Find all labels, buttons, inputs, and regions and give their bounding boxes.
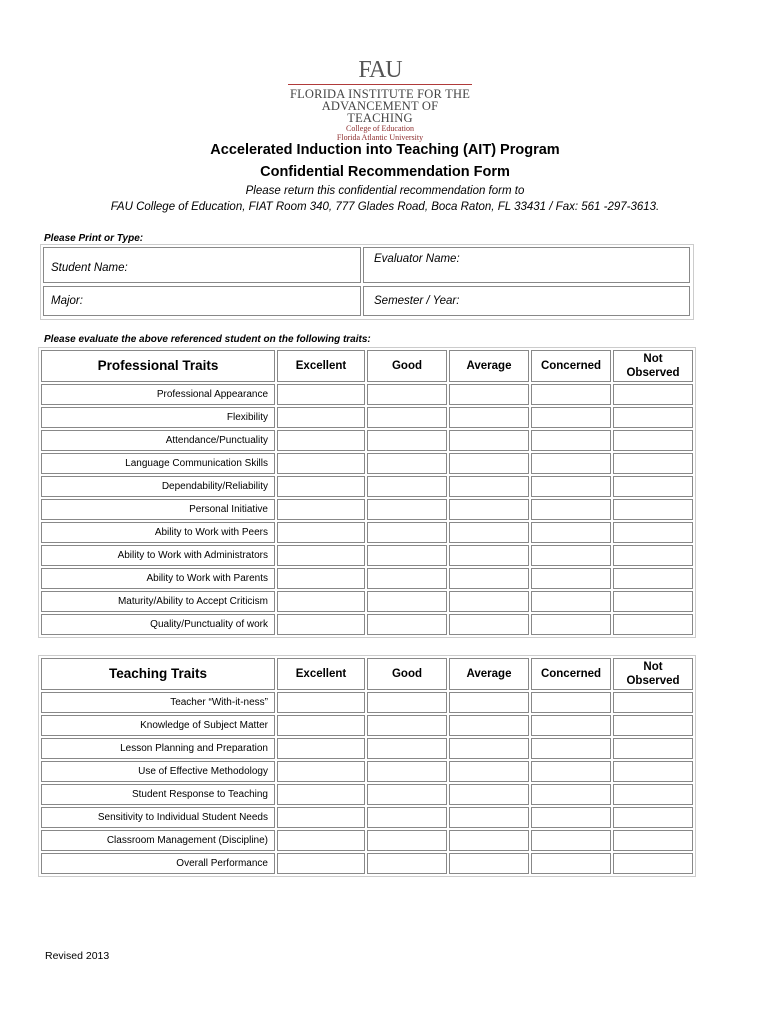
rating-cell-good[interactable]: [367, 453, 447, 474]
rating-cell-not-observed[interactable]: [613, 761, 693, 782]
table-row: [41, 784, 693, 805]
table-row: [41, 545, 693, 566]
trait-label: Sensitivity to Individual Student Needs: [41, 807, 275, 828]
rating-cell-good[interactable]: [367, 830, 447, 851]
col-not-label: Not: [643, 353, 663, 365]
print-or-type-hint: Please Print or Type:: [44, 233, 144, 244]
rating-cell-good[interactable]: [367, 522, 447, 543]
evaluate-hint: Please evaluate the above referenced student on the following traits:: [44, 334, 371, 345]
trait-label: Professional Appearance: [41, 384, 275, 405]
rating-cell-excellent[interactable]: [277, 761, 365, 782]
table-row: [41, 692, 693, 713]
rating-cell-not-observed[interactable]: [613, 853, 693, 874]
rating-cell-good[interactable]: [367, 614, 447, 635]
rating-cell-excellent[interactable]: [277, 591, 365, 612]
rating-cell-excellent[interactable]: [277, 384, 365, 405]
rating-cell-concerned[interactable]: [531, 738, 611, 759]
rating-cell-average[interactable]: [449, 568, 529, 589]
rating-cell-concerned[interactable]: [531, 591, 611, 612]
rating-cell-concerned[interactable]: [531, 476, 611, 497]
rating-cell-concerned[interactable]: [531, 614, 611, 635]
rating-cell-good[interactable]: [367, 692, 447, 713]
rating-cell-good[interactable]: [367, 807, 447, 828]
table-row: [41, 830, 693, 851]
professional-traits-table: [38, 347, 696, 638]
rating-cell-not-observed[interactable]: [613, 545, 693, 566]
logo-divider: [288, 84, 472, 85]
logo-line-2: ADVANCEMENT OF TEACHING: [321, 99, 439, 125]
rating-cell-average[interactable]: [449, 522, 529, 543]
rating-cell-average[interactable]: [449, 545, 529, 566]
col-not-observed: [613, 658, 693, 690]
rating-cell-average[interactable]: [449, 430, 529, 451]
student-name-field[interactable]: Student Name:: [43, 247, 361, 283]
col-average: Average: [449, 658, 529, 690]
rating-cell-good[interactable]: [367, 407, 447, 428]
rating-cell-not-observed[interactable]: [613, 476, 693, 497]
rating-cell-average[interactable]: [449, 591, 529, 612]
rating-cell-good[interactable]: [367, 738, 447, 759]
rating-cell-excellent[interactable]: [277, 522, 365, 543]
logo-line-1: FLORIDA INSTITUTE FOR THE: [289, 87, 471, 101]
table-row: [41, 715, 693, 736]
rating-cell-average[interactable]: [449, 692, 529, 713]
rating-cell-excellent[interactable]: [277, 738, 365, 759]
table-row: [41, 453, 693, 474]
trait-label: Ability to Work with Administrators: [41, 545, 275, 566]
logo-line-4: Florida Atlantic University: [336, 133, 424, 142]
major-field[interactable]: Major:: [43, 286, 361, 316]
rating-cell-excellent[interactable]: [277, 614, 365, 635]
trait-label: Classroom Management (Discipline): [41, 830, 275, 851]
table-row: [41, 807, 693, 828]
trait-label: Use of Effective Methodology: [41, 761, 275, 782]
rating-cell-concerned[interactable]: [531, 830, 611, 851]
rating-cell-excellent[interactable]: [277, 499, 365, 520]
fiat-logo: [288, 57, 472, 142]
col-concerned: Concerned: [531, 658, 611, 690]
trait-label: Attendance/Punctuality: [41, 430, 275, 451]
table-row: [41, 522, 693, 543]
trait-label: Quality/Punctuality of work: [41, 614, 275, 635]
rating-cell-excellent[interactable]: [277, 430, 365, 451]
rating-cell-average[interactable]: [449, 761, 529, 782]
rating-cell-concerned[interactable]: [531, 715, 611, 736]
col-excellent: Excellent: [277, 350, 365, 382]
rating-cell-not-observed[interactable]: [613, 830, 693, 851]
rating-cell-good[interactable]: [367, 430, 447, 451]
rating-cell-excellent[interactable]: [277, 407, 365, 428]
rating-cell-average[interactable]: [449, 853, 529, 874]
trait-label: Language Communication Skills: [41, 453, 275, 474]
trait-label: Overall Performance: [41, 853, 275, 874]
rating-cell-concerned[interactable]: [531, 499, 611, 520]
col-average: Average: [449, 350, 529, 382]
rating-cell-average[interactable]: [449, 807, 529, 828]
table-row: [41, 853, 693, 874]
rating-cell-excellent[interactable]: [277, 807, 365, 828]
rating-cell-not-observed[interactable]: [613, 522, 693, 543]
table-row: [41, 384, 693, 405]
trait-label: Ability to Work with Parents: [41, 568, 275, 589]
rating-cell-concerned[interactable]: [531, 407, 611, 428]
rating-cell-not-observed[interactable]: [613, 453, 693, 474]
rating-cell-average[interactable]: [449, 830, 529, 851]
rating-cell-concerned[interactable]: [531, 692, 611, 713]
rating-cell-excellent[interactable]: [277, 830, 365, 851]
rating-cell-not-observed[interactable]: [613, 430, 693, 451]
rating-cell-good[interactable]: [367, 568, 447, 589]
trait-label: Maturity/Ability to Accept Criticism: [41, 591, 275, 612]
rating-cell-good[interactable]: [367, 499, 447, 520]
rating-cell-not-observed[interactable]: [613, 407, 693, 428]
rating-cell-average[interactable]: [449, 476, 529, 497]
rating-cell-excellent[interactable]: [277, 568, 365, 589]
table-row: [41, 738, 693, 759]
trait-label: Knowledge of Subject Matter: [41, 715, 275, 736]
col-not-observed: [613, 350, 693, 382]
trait-label: Dependability/Reliability: [41, 476, 275, 497]
rating-cell-average[interactable]: [449, 384, 529, 405]
rating-cell-average[interactable]: [449, 407, 529, 428]
table-row: [41, 568, 693, 589]
col-concerned: Concerned: [531, 350, 611, 382]
rating-cell-excellent[interactable]: [277, 453, 365, 474]
rating-cell-average[interactable]: [449, 453, 529, 474]
rating-cell-average[interactable]: [449, 499, 529, 520]
rating-cell-average[interactable]: [449, 738, 529, 759]
rating-cell-not-observed[interactable]: [613, 568, 693, 589]
table-row: [41, 614, 693, 635]
rating-cell-good[interactable]: [367, 853, 447, 874]
col-not-label: Not: [643, 661, 663, 673]
col-observed-label: Observed: [626, 367, 680, 379]
trait-label: Ability to Work with Peers: [41, 522, 275, 543]
return-instructions: Please return this confidential recommendation form to: [245, 185, 525, 197]
rating-cell-not-observed[interactable]: [613, 499, 693, 520]
rating-cell-not-observed[interactable]: [613, 591, 693, 612]
col-good: Good: [367, 658, 447, 690]
rating-cell-concerned[interactable]: [531, 545, 611, 566]
rating-cell-concerned[interactable]: [531, 853, 611, 874]
rating-cell-excellent[interactable]: [277, 545, 365, 566]
revised-date: Revised 2013: [45, 950, 110, 962]
rating-cell-concerned[interactable]: [531, 784, 611, 805]
rating-cell-not-observed[interactable]: [613, 384, 693, 405]
rating-cell-excellent[interactable]: [277, 853, 365, 874]
rating-cell-average[interactable]: [449, 784, 529, 805]
rating-cell-not-observed[interactable]: [613, 614, 693, 635]
trait-label: Teacher “With-it-ness”: [41, 692, 275, 713]
rating-cell-not-observed[interactable]: [613, 715, 693, 736]
return-address: FAU College of Education, FIAT Room 340, 777 Glades Road, Boca Raton, FL 33431 / Fax: 561 -297-3613.: [110, 201, 660, 213]
rating-cell-concerned[interactable]: [531, 522, 611, 543]
trait-label: Lesson Planning and Preparation: [41, 738, 275, 759]
rating-cell-not-observed[interactable]: [613, 692, 693, 713]
rating-cell-not-observed[interactable]: [613, 807, 693, 828]
rating-cell-good[interactable]: [367, 715, 447, 736]
rating-cell-not-observed[interactable]: [613, 738, 693, 759]
table-row: [41, 761, 693, 782]
table-row: [41, 591, 693, 612]
col-good: Good: [367, 350, 447, 382]
semester-year-field[interactable]: Semester / Year:: [363, 286, 690, 316]
rating-cell-good[interactable]: [367, 591, 447, 612]
professional-traits-header: Professional Traits: [41, 350, 275, 382]
logo-line-3: College of Education: [346, 124, 414, 133]
rating-cell-average[interactable]: [449, 715, 529, 736]
rating-cell-excellent[interactable]: [277, 715, 365, 736]
rating-cell-good[interactable]: [367, 384, 447, 405]
rating-cell-not-observed[interactable]: [613, 784, 693, 805]
trait-label: Flexibility: [41, 407, 275, 428]
rating-cell-excellent[interactable]: [277, 784, 365, 805]
form-subtitle-title: Confidential Recommendation Form: [260, 164, 510, 180]
teaching-traits-table: [38, 655, 696, 877]
table-row: [41, 430, 693, 451]
rating-cell-excellent[interactable]: [277, 476, 365, 497]
table-row: [41, 476, 693, 497]
rating-cell-concerned[interactable]: [531, 568, 611, 589]
rating-cell-good[interactable]: [367, 784, 447, 805]
trait-label: Personal Initiative: [41, 499, 275, 520]
rating-cell-concerned[interactable]: [531, 807, 611, 828]
col-observed-label: Observed: [626, 675, 680, 687]
trait-label: Student Response to Teaching: [41, 784, 275, 805]
rating-cell-concerned[interactable]: [531, 761, 611, 782]
table-row: [41, 499, 693, 520]
fau-logo-mark: FAU: [358, 57, 402, 83]
rating-cell-excellent[interactable]: [277, 692, 365, 713]
rating-cell-good[interactable]: [367, 476, 447, 497]
rating-cell-concerned[interactable]: [531, 453, 611, 474]
evaluator-name-field[interactable]: Evaluator Name:: [363, 247, 690, 283]
col-excellent: Excellent: [277, 658, 365, 690]
table-row: [41, 407, 693, 428]
form-title: Accelerated Induction into Teaching (AIT) Program: [210, 142, 560, 158]
rating-cell-good[interactable]: [367, 761, 447, 782]
rating-cell-concerned[interactable]: [531, 384, 611, 405]
teaching-traits-header: Teaching Traits: [41, 658, 275, 690]
student-info-box: [40, 244, 694, 320]
rating-cell-concerned[interactable]: [531, 430, 611, 451]
rating-cell-average[interactable]: [449, 614, 529, 635]
rating-cell-good[interactable]: [367, 545, 447, 566]
